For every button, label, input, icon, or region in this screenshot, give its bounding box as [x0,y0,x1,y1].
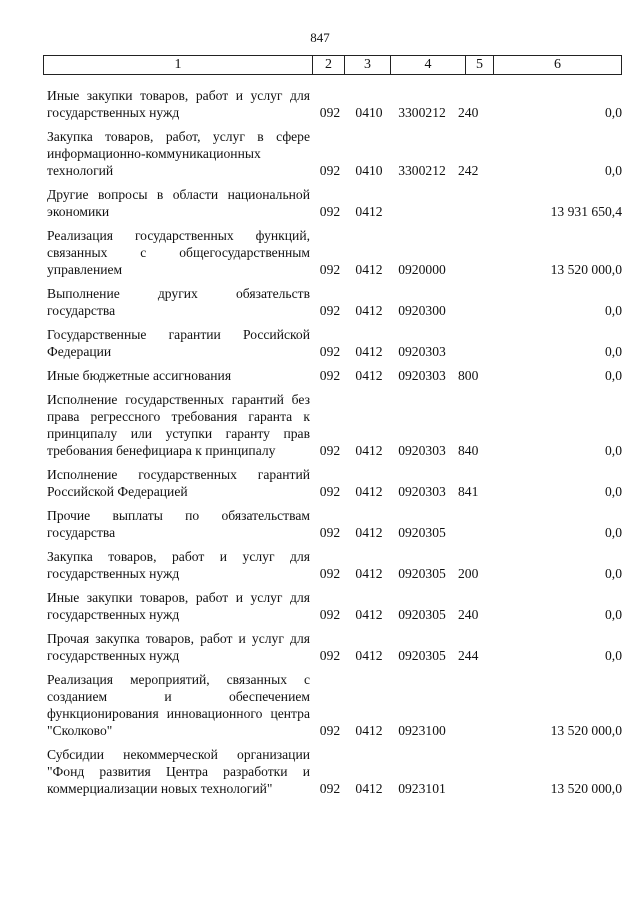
table-row [47,671,622,739]
row-col-4: 0923101 [398,781,446,796]
table-row [47,466,622,500]
header-col-1: 1 [174,57,182,72]
row-col-2: 092 [319,781,341,796]
row-col-2: 092 [319,105,341,120]
row-col-6: 0,0 [605,303,622,318]
row-col-4: 0920305 [398,648,446,663]
table-row [47,391,622,459]
table-row [47,186,622,220]
header-col-3: 3 [344,56,390,74]
row-description: Иные закупки товаров, работ и услуг для государственных нужд [47,88,310,120]
row-col-6: 13 520 000,0 [550,781,622,796]
row-col-3: 0412 [355,368,383,383]
header-col-6: 6 [493,56,621,74]
table-row [47,589,622,623]
row-col-6: 0,0 [605,525,622,540]
row-col-6: 0,0 [605,484,622,499]
table-row [47,227,622,278]
row-col-3: 0410 [355,105,383,120]
row-col-3: 0412 [355,723,383,738]
row-description: Прочие выплаты по обязательствам государства [47,508,310,540]
row-description: Иные закупки товаров, работ и услуг для государственных нужд [47,590,310,622]
row-col-2: 092 [319,303,341,318]
row-col-6: 0,0 [605,443,622,458]
row-col-4: 0920300 [398,303,446,318]
row-description: Исполнение государственных гарантий Российской Федерацией [47,467,310,499]
row-col-3: 0410 [355,163,383,178]
row-col-3: 0412 [355,525,383,540]
row-col-2: 092 [319,344,341,359]
row-col-6: 0,0 [605,648,622,663]
table-row [47,367,622,384]
header-col-5: 5 [465,56,493,74]
row-col-4: 0920305 [398,566,446,581]
table-row [47,630,622,664]
row-col-6: 0,0 [605,344,622,359]
row-col-5: 841 [458,484,479,499]
row-description: Выполнение других обязательств государства [47,286,310,318]
row-col-2: 092 [319,204,341,219]
row-description: Другие вопросы в области национальной экономики [47,187,310,219]
row-col-5: 800 [458,368,479,383]
row-description: Прочая закупка товаров, работ и услуг для государственных нужд [47,631,310,663]
header-col-4: 4 [390,56,465,74]
row-col-3: 0412 [355,484,383,499]
row-col-4: 0920000 [398,262,446,277]
row-col-3: 0412 [355,443,383,458]
row-col-3: 0412 [355,648,383,663]
row-col-4: 0920305 [398,525,446,540]
row-col-3: 0412 [355,262,383,277]
row-col-5: 840 [458,443,479,458]
row-col-2: 092 [319,262,341,277]
row-col-6: 13 520 000,0 [550,723,622,738]
row-col-6: 0,0 [605,163,622,178]
row-description: Закупка товаров, работ, услуг в сфере информационно-коммуникационных технологий [47,129,310,178]
row-description: Иные бюджетные ассигнования [47,368,232,383]
row-col-2: 092 [319,443,341,458]
row-col-3: 0412 [355,566,383,581]
row-col-5: 242 [458,163,479,178]
page-number: 847 [310,30,330,45]
table-row [47,285,622,319]
row-col-5: 240 [458,607,479,622]
row-col-4: 0923100 [398,723,446,738]
row-col-2: 092 [319,648,341,663]
row-col-3: 0412 [355,204,383,219]
row-description: Государственные гарантии Российской Федерации [47,327,310,359]
table-row [47,128,622,179]
table-row [47,507,622,541]
row-col-2: 092 [319,163,341,178]
header-col-2: 2 [312,56,344,74]
row-description: Закупка товаров, работ и услуг для государственных нужд [47,549,310,581]
table-row [47,326,622,360]
row-col-3: 0412 [355,344,383,359]
table-row [47,548,622,582]
row-col-3: 0412 [355,303,383,318]
row-description: Реализация государственных функций, связанных с общегосударственным управлением [47,228,310,277]
row-col-2: 092 [319,607,341,622]
row-col-4: 0920305 [398,607,446,622]
row-description: Субсидии некоммерческой организации "Фонд развития Центра разработки и коммерциализации новых технологий" [47,747,310,796]
row-col-2: 092 [319,723,341,738]
table-row [47,746,622,797]
row-col-5: 200 [458,566,479,581]
row-col-3: 0412 [355,607,383,622]
row-col-2: 092 [319,368,341,383]
row-col-2: 092 [319,484,341,499]
row-description: Исполнение государственных гарантий без права регрессного требования гаранта к принципалу или уступки гаранту прав требования бенефициара к принципалу [47,392,310,458]
row-col-2: 092 [319,525,341,540]
row-col-5: 244 [458,648,479,663]
row-description: Реализация мероприятий, связанных с созданием и обеспечением функционирования инновационного центра "Сколково" [47,672,310,738]
row-col-4: 0920303 [398,344,446,359]
table-header [43,55,622,75]
row-col-6: 13 520 000,0 [550,262,622,277]
row-col-6: 0,0 [605,368,622,383]
row-col-2: 092 [319,566,341,581]
row-col-4: 3300212 [398,163,446,178]
row-col-4: 0920303 [398,443,446,458]
row-col-5: 240 [458,105,479,120]
row-col-6: 0,0 [605,566,622,581]
table-body [47,87,622,804]
row-col-6: 13 931 650,4 [550,204,622,219]
row-col-6: 0,0 [605,607,622,622]
row-col-4: 0920303 [398,484,446,499]
row-col-6: 0,0 [605,105,622,120]
row-col-4: 0920303 [398,368,446,383]
row-col-4: 3300212 [398,105,446,120]
table-row [47,87,622,121]
row-col-3: 0412 [355,781,383,796]
